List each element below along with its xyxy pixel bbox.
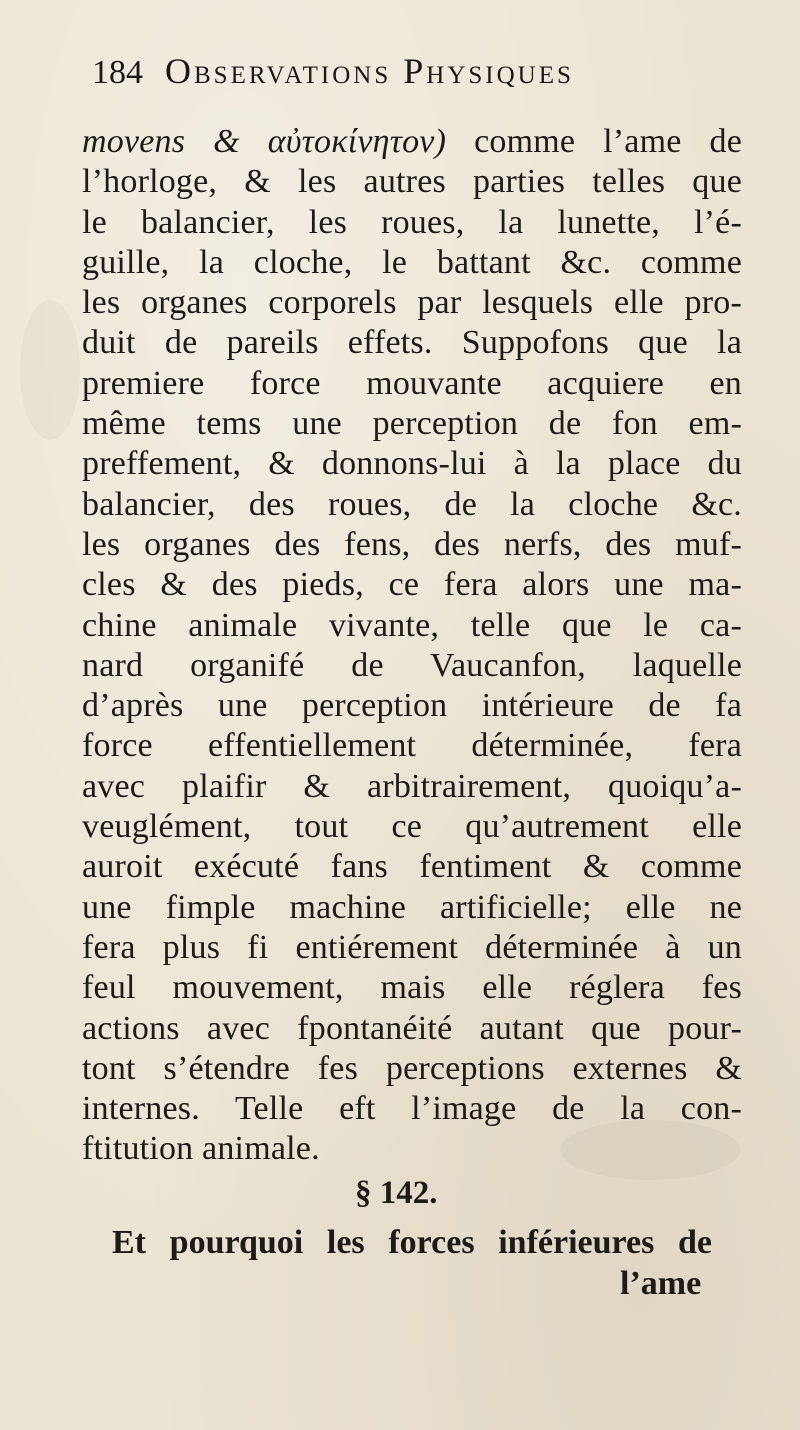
catchword: l’ame <box>620 1265 702 1302</box>
italic-phrase: movens & αὐτοκίνητον) <box>82 123 447 160</box>
text-line: force effentiellement déterminée, fera <box>82 727 742 765</box>
text-line: internes. Telle eft l’image de la con- <box>82 1090 742 1128</box>
text-line: duit de pareils effets. Suppofons que la <box>82 324 742 362</box>
text-line <box>82 122 742 162</box>
text-line: fera plus fi entiérement déterminée à un <box>82 928 742 966</box>
text-line: nard organifé de Vaucanfon, laquelle <box>82 646 742 684</box>
text-line: les organes corporels par lesquels elle pro- <box>82 284 742 322</box>
text-line: ftitution animale. <box>82 1130 320 1168</box>
text-line: les organes des fens, des nerfs, des muf- <box>82 525 742 563</box>
next-paragraph-start: Et pourquoi les forces inférieures de <box>112 1224 712 1261</box>
paper-stain <box>20 300 80 440</box>
body-text <box>82 122 742 1170</box>
text-line: actions avec fpontanéité autant que pour- <box>82 1009 742 1047</box>
text-line: veuglément, tout ce qu’autrement elle <box>82 808 742 846</box>
text-line: preffement, & donnons-lui à la place du <box>82 445 742 483</box>
text-line: même tems une perception de fon em- <box>82 405 742 443</box>
roman-phrase: comme l’ame de <box>446 123 743 160</box>
running-title: Observations Physiques <box>165 51 574 91</box>
page-number: 184 <box>92 54 143 91</box>
text-line: d’après une perception intérieure de fa <box>82 687 742 725</box>
text-line: avec plaifir & arbitrairement, quoiqu’a- <box>82 767 742 805</box>
text-line: le balancier, les roues, la lunette, l’é- <box>82 203 742 241</box>
section-number: § 142. <box>355 1175 438 1211</box>
text-line: l’horloge, & les autres parties telles que <box>82 163 742 201</box>
text-line: guille, la cloche, le battant &c. comme <box>82 243 742 281</box>
text-line: feul mouvement, mais elle réglera fes <box>82 969 742 1007</box>
text-line: chine animale vivante, telle que le ca- <box>82 606 742 644</box>
text-line: cles & des pieds, ce fera alors une ma- <box>82 566 742 604</box>
text-line: balancier, des roues, de la cloche &c. <box>82 485 742 523</box>
text-line: premiere force mouvante acquiere en <box>82 364 742 402</box>
text-line: une fimple machine artificielle; elle ne <box>82 888 742 926</box>
text-line: tont s’étendre fes perceptions externes & <box>82 1049 742 1087</box>
page-header <box>92 50 692 98</box>
text-line: auroit exécuté fans fentiment & comme <box>82 848 742 886</box>
